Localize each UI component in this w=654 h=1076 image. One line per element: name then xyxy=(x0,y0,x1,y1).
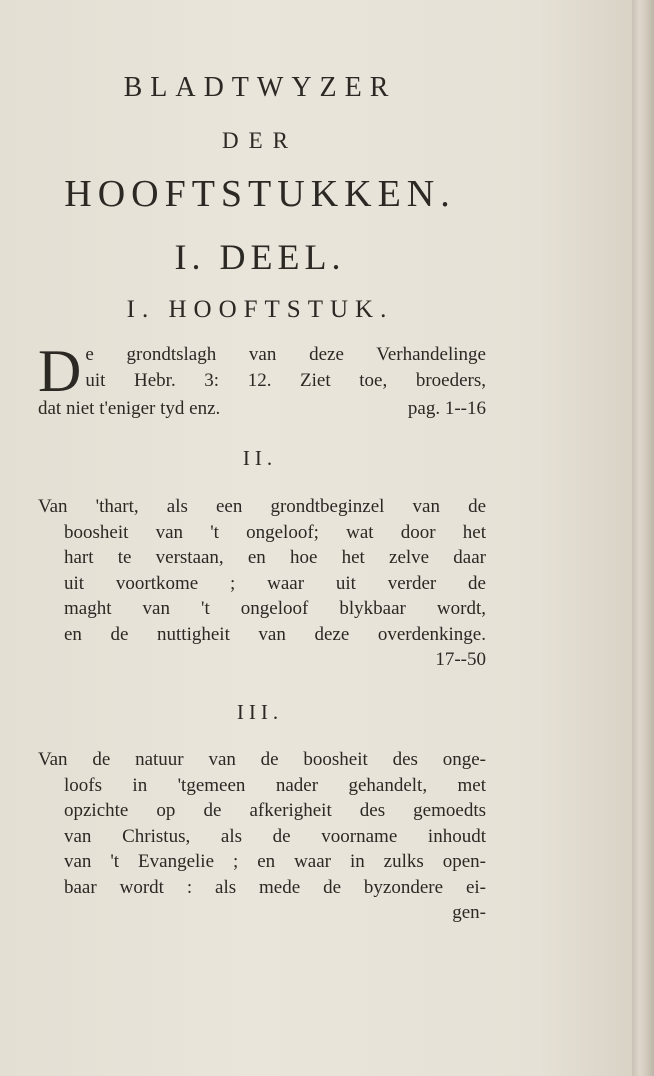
entry-line: van 't Evangelie ; en waar in zulks open- xyxy=(64,851,486,872)
entry-line: boosheit van 't ongeloof; wat door het xyxy=(64,521,486,543)
catchword: gen- xyxy=(452,902,486,923)
entry-line: baar wordt : als mede de byzondere ei- xyxy=(64,876,486,898)
page-edge xyxy=(632,0,654,1076)
title-hooftstukken: HOOFTSTUKKEN. xyxy=(64,173,456,215)
chapter-heading: I. HOOFTSTUK. xyxy=(126,296,394,323)
chapter-2-entry xyxy=(38,494,486,673)
entry-line: loofs in 'tgemeen nader gehandelt, met xyxy=(64,774,486,796)
title-der: DER xyxy=(222,128,298,153)
chapter-1-entry xyxy=(38,338,486,422)
entry-line: opzichte op de afkerigheit des gemoedts xyxy=(64,800,486,821)
entry-line: uit voortkome ; waar uit verder de xyxy=(64,572,486,594)
chapter-2-number: II. xyxy=(242,446,278,470)
entry-last-line xyxy=(38,396,486,422)
entry-line: e grondtslagh van deze Verhandelinge xyxy=(85,344,486,365)
entry-line: dat niet t'eniger tyd enz. xyxy=(38,398,221,419)
entry-line: hart te verstaan, en hoe het zelve daar xyxy=(64,547,486,568)
page-range: 17--50 xyxy=(435,649,486,670)
entry-line: Van de natuur van de boosheit des onge- xyxy=(38,749,486,770)
chapter-3-number: III. xyxy=(236,700,284,724)
entry-line: maght van 't ongeloof blykbaar wordt, xyxy=(64,598,486,619)
page-range: pag. 1--16 xyxy=(407,398,486,419)
title-bladtwyzer: BLADTWYZER xyxy=(123,72,397,103)
entry-line: van Christus, als de voorname inhoudt xyxy=(64,825,486,847)
drop-cap: D xyxy=(38,338,82,404)
entry-line: uit Hebr. 3: 12. Ziet toe, broeders, xyxy=(85,369,486,391)
entry-line: Van 'thart, als een grondtbeginzel van de xyxy=(38,496,486,517)
part-heading: I. DEEL. xyxy=(174,237,346,277)
chapter-3-entry xyxy=(38,747,486,926)
entry-line: en de nuttigheit van deze overdenkinge. xyxy=(64,623,486,645)
